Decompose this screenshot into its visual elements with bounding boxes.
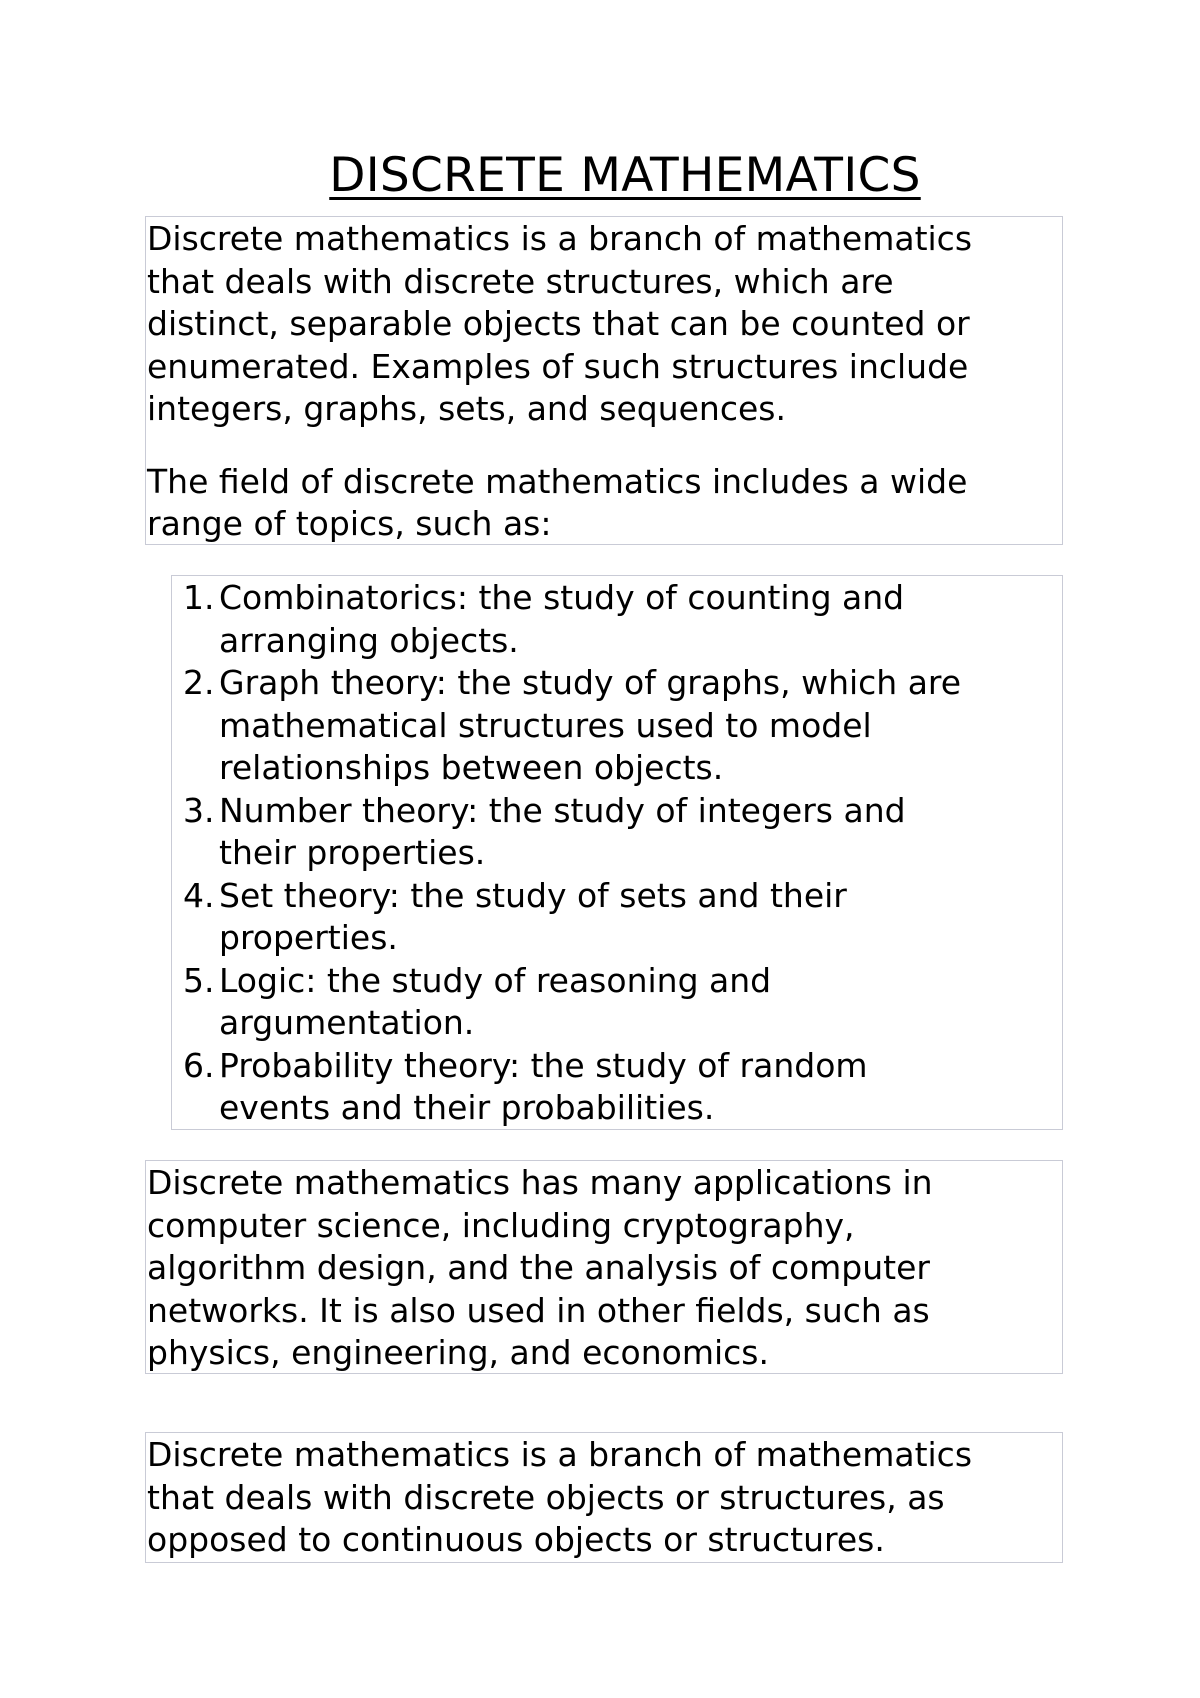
text-line: Discrete mathematics is a branch of mathematics	[147, 1435, 973, 1474]
text-line: their properties.	[219, 833, 486, 872]
text-line: range of topics, such as:	[147, 504, 552, 543]
definition-text-box	[145, 1432, 1063, 1563]
text-line: Combinatorics: the study of counting and	[219, 578, 905, 617]
text-line: Discrete mathematics has many applications in	[147, 1163, 933, 1202]
text-line: Number theory: the study of integers and	[219, 790, 906, 830]
applications-text-box	[145, 1160, 1063, 1374]
text-line: Discrete mathematics is a branch of mathematics	[147, 219, 973, 258]
list-number: 5.	[183, 960, 215, 1000]
text-line: networks. It is also used in other fields, such as	[147, 1290, 930, 1330]
text-line: relationships between objects.	[219, 748, 724, 787]
text-line: Logic: the study of reasoning and	[219, 960, 772, 1000]
text-line: Graph theory: the study of graphs, which are	[219, 663, 962, 702]
list-item	[172, 662, 1062, 790]
text-line: The field of discrete mathematics includes a wide	[147, 461, 968, 501]
text-line: mathematical structures used to model	[219, 705, 872, 745]
text-line: enumerated. Examples of such structures include	[147, 346, 969, 386]
text-line: opposed to continuous objects or structures.	[147, 1520, 885, 1559]
text-line: algorithm design, and the analysis of computer	[147, 1248, 930, 1287]
text-line: integers, graphs, sets, and sequences.	[147, 389, 786, 428]
text-line: physics, engineering, and economics.	[147, 1333, 769, 1372]
topics-list-box	[171, 575, 1063, 1130]
intro-paragraph	[147, 218, 1062, 431]
list-number: 3.	[183, 790, 215, 830]
list-number: 1.	[183, 578, 215, 617]
list-item	[172, 960, 1062, 1045]
list-number: 2.	[183, 663, 215, 702]
topics-intro-paragraph	[147, 461, 1062, 546]
text-line: argumentation.	[219, 1003, 475, 1042]
intro-text-box	[145, 216, 1063, 545]
text-line: arranging objects.	[219, 620, 519, 660]
text-line: that deals with discrete structures, which are	[147, 261, 894, 301]
list-item	[172, 1045, 1062, 1130]
text-line: that deals with discrete objects or structures, as	[147, 1477, 945, 1517]
text-line: computer science, including cryptography,	[147, 1205, 855, 1245]
text-line: properties.	[219, 918, 398, 957]
list-item	[172, 790, 1062, 875]
text-line: distinct, separable objects that can be counted or	[147, 304, 970, 343]
definition-paragraph	[147, 1434, 1062, 1562]
text-line: Probability theory: the study of random	[219, 1045, 868, 1085]
page-title: DISCRETE MATHEMATICS	[329, 148, 921, 203]
text-line: events and their probabilities.	[219, 1088, 715, 1127]
applications-paragraph	[147, 1162, 1062, 1375]
list-item	[172, 577, 1062, 662]
list-item	[172, 875, 1062, 960]
text-line: Set theory: the study of sets and their	[219, 875, 847, 915]
list-number: 4.	[183, 875, 215, 915]
list-number: 6.	[183, 1045, 215, 1085]
